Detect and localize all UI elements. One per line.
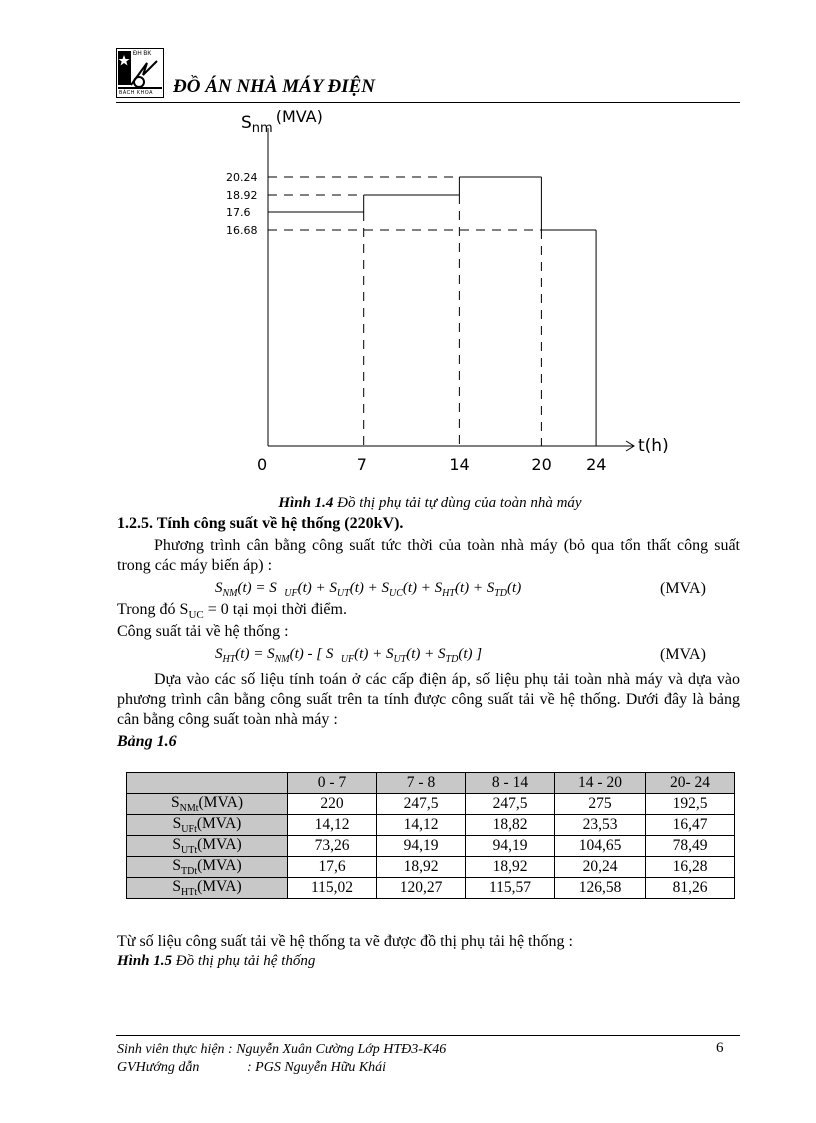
table-row <box>127 857 735 878</box>
table-cell: 247,5 <box>466 794 555 815</box>
table-cell: 94,19 <box>377 836 466 857</box>
column-header: 0 - 7 <box>288 773 377 794</box>
x-tick-label: 14 <box>449 455 470 474</box>
column-header: 20- 24 <box>646 773 735 794</box>
equation-ht: $S_{HT}(t) = S_{NM}(t)$ - [ S $_{UF}(t) + S_{UT}(t) + S_{TD}(t)$ ] <box>215 646 483 665</box>
x-axis-label: t(h) <box>638 436 669 456</box>
table-header-row <box>127 773 735 794</box>
figure-label: Hình 1.4 <box>278 495 334 511</box>
table-cell: 120,27 <box>377 878 466 899</box>
figure-1-5-label: Hình 1.5 <box>117 953 173 969</box>
x-tick-label: 24 <box>586 455 607 474</box>
note-after-table: Từ số liệu công suất tải về hệ thống ta vẽ được đồ thị phụ tải hệ thống : <box>117 933 573 950</box>
note-suffix: = 0 tại mọi thời điểm. <box>203 601 347 618</box>
footer-advisor <box>117 1060 387 1076</box>
row-header: $S_{NMt}(MVA)$ <box>127 794 288 815</box>
column-header: 14 - 20 <box>555 773 646 794</box>
table-row <box>127 836 735 857</box>
y-tick-label: 20.24 <box>226 171 258 184</box>
row-header: $S_{UTt}(MVA)$ <box>127 836 288 857</box>
table-cell: 126,58 <box>555 878 646 899</box>
table-cell: 81,26 <box>646 878 735 899</box>
y-axis-label: $S_{nm}(MVA)$ <box>241 107 323 136</box>
equation-unit-2: (MVA) <box>660 646 706 663</box>
table-cell: 16,47 <box>646 815 735 836</box>
table-cell: 247,5 <box>377 794 466 815</box>
table-cell: 18,92 <box>466 857 555 878</box>
table-cell: 94,19 <box>466 836 555 857</box>
table-cell: 16,28 <box>646 857 735 878</box>
row-header: $S_{UFt}(MVA)$ <box>127 815 288 836</box>
chart-series <box>268 177 596 446</box>
table-label: Bảng 1.6 <box>117 733 177 750</box>
table-cell: 115,02 <box>288 878 377 899</box>
row-header: $S_{HTt}(MVA)$ <box>127 878 288 899</box>
figure-caption-text: Đồ thị phụ tải tự dùng của toàn nhà máy <box>333 495 582 511</box>
note-suc <box>117 601 347 621</box>
figure-1-5-text: Đồ thị phụ tải hệ thống <box>172 953 316 969</box>
table-row <box>127 815 735 836</box>
table-cell: 192,5 <box>646 794 735 815</box>
chart-labels <box>226 107 669 474</box>
logo-top-text: ĐH BK <box>133 51 152 57</box>
chart-axes <box>268 128 634 451</box>
x-tick-label: 0 <box>257 455 268 474</box>
y-tick-label: 18.92 <box>226 189 258 202</box>
document-title: ĐỒ ÁN NHÀ MÁY ĐIỆN <box>173 76 375 97</box>
logo-bottom-text: BÁCH KHOA <box>119 90 153 96</box>
x-tick-label: 20 <box>531 455 552 474</box>
table-cell: 18,92 <box>377 857 466 878</box>
row-header: $S_{TDt}(MVA)$ <box>127 857 288 878</box>
power-balance-table <box>126 772 735 899</box>
table-cell: 104,65 <box>555 836 646 857</box>
table-cell: 20,24 <box>555 857 646 878</box>
footer-advisor-name: : PGS Nguyễn Hữu Khái <box>247 1060 387 1075</box>
table-cell: 14,12 <box>377 815 466 836</box>
equation-nm: $S_{NM}(t) = S$ $_{UF}(t) + S_{UT}(t) + S_{UC}(t) + S_{HT}(t) + S_{TD}(t)$ <box>215 580 522 599</box>
line-ht-intro: Công suất tải về hệ thống : <box>117 623 289 640</box>
column-header: 7 - 8 <box>377 773 466 794</box>
y-tick-label: 16.68 <box>226 224 258 237</box>
table-cell: 23,53 <box>555 815 646 836</box>
y-tick-label: 17.6 <box>226 206 251 219</box>
footer-advisor-label: GVHướng dẫn <box>117 1060 200 1075</box>
table-cell: 73,26 <box>288 836 377 857</box>
equation-unit-1: (MVA) <box>660 580 706 597</box>
table-cell: 115,57 <box>466 878 555 899</box>
table-cell: 78,49 <box>646 836 735 857</box>
table-cell: 17,6 <box>288 857 377 878</box>
table-cell: 220 <box>288 794 377 815</box>
table-cell: 275 <box>555 794 646 815</box>
section-heading: 1.2.5. Tính công suất về hệ thống (220kV). <box>117 515 404 532</box>
table-cell: 14,12 <box>288 815 377 836</box>
column-header: 8 - 14 <box>466 773 555 794</box>
footer-rule <box>116 1035 740 1036</box>
footer-student: Sinh viên thực hiện : Nguyễn Xuân Cường Lớp HTĐ3-K46 <box>117 1042 447 1057</box>
figure-1-5-caption <box>117 953 315 970</box>
paragraph-balance-intro: Phương trình cân bằng công suất tức thời của toàn nhà máy (bỏ qua tổn thất công suất trong các máy biến áp) : <box>117 537 740 574</box>
page-number: 6 <box>716 1040 724 1056</box>
x-tick-label: 7 <box>356 455 367 474</box>
figure-caption <box>0 495 816 512</box>
chart-guides <box>268 177 541 446</box>
step-chart <box>0 0 816 500</box>
table-cell: 18,82 <box>466 815 555 836</box>
table-corner <box>127 773 288 794</box>
table-row <box>127 878 735 899</box>
note-sub: UC <box>188 609 204 622</box>
paragraph-table-intro: Dựa vào các số liệu tính toán ở các cấp điện áp, số liệu phụ tải toàn nhà máy và dựa vào phương trình cân bằng công suất trên ta tính được công suất tải về hệ thống. Dưới đây là bảng cân bằng công suất toàn nhà máy : <box>117 671 740 728</box>
table-row <box>127 794 735 815</box>
note-prefix: Trong đó S <box>117 601 189 618</box>
